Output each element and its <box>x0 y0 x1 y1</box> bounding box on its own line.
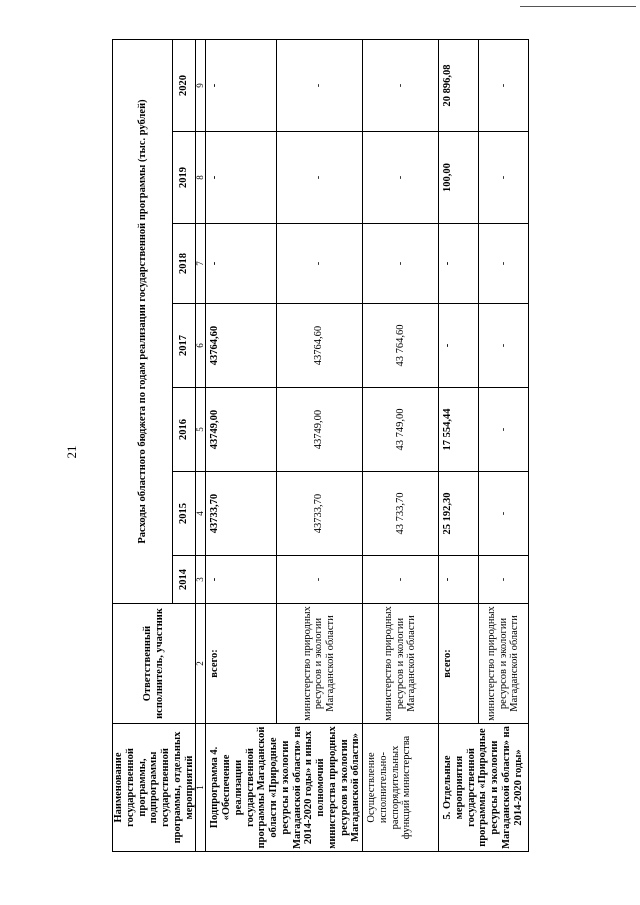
value-cell: 43733,70 <box>206 472 276 556</box>
value-cell: - <box>439 304 479 388</box>
value-cell: 43764,60 <box>206 304 276 388</box>
year-2019: 2019 <box>172 132 195 224</box>
header-responsible: Ответственный исполнитель, участник <box>113 604 196 724</box>
value-cell: - <box>479 39 529 131</box>
value-cell: - <box>206 556 276 604</box>
value-cell: 43764,60 <box>276 304 362 388</box>
value-cell: - <box>206 132 276 224</box>
value-cell: 43 764,60 <box>363 304 439 388</box>
value-cell: - <box>363 132 439 224</box>
value-cell: 43749,00 <box>276 388 362 472</box>
row-name-subprogram4: Подпрограмма 4. «Обеспечение реализации государственной программы Магаданской области «Природные ресурсы и экологии Магаданской области» на 2014-2020 годы» и иных полномочий министерства природных ресурсов и экологии Магаданской области» <box>206 724 363 852</box>
value-cell: - <box>276 39 362 131</box>
value-cell: 20 896,08 <box>439 39 479 131</box>
value-cell: - <box>206 39 276 131</box>
value-cell: 43749,00 <box>206 388 276 472</box>
year-2014: 2014 <box>172 556 195 604</box>
value-cell: - <box>439 224 479 304</box>
value-cell: - <box>439 556 479 604</box>
table-row <box>363 39 439 851</box>
top-rule <box>520 6 636 7</box>
value-cell: 100,00 <box>439 132 479 224</box>
value-cell: - <box>363 556 439 604</box>
resp-cell: всего: <box>206 604 276 724</box>
table-row <box>206 39 276 851</box>
year-2018: 2018 <box>172 224 195 304</box>
page-number: 21 <box>64 445 79 459</box>
col-number: 8 <box>196 132 206 224</box>
col-number: 1 <box>196 724 206 852</box>
row-name-functions: Осуществление исполнительно-распорядительных функций министерства <box>363 724 439 852</box>
header-expenses: Расходы областного бюджета по годам реализации государственной программы (тыс. рублей) <box>113 39 173 603</box>
value-cell: - <box>276 556 362 604</box>
value-cell: - <box>479 556 529 604</box>
value-cell: - <box>363 39 439 131</box>
col-number: 5 <box>196 388 206 472</box>
col-number: 6 <box>196 304 206 388</box>
year-2020: 2020 <box>172 39 195 131</box>
value-cell: - <box>479 132 529 224</box>
year-2015: 2015 <box>172 472 195 556</box>
col-number: 9 <box>196 39 206 131</box>
value-cell: - <box>276 224 362 304</box>
resp-cell: министерство природных ресурсов и экологии Магаданской области <box>363 604 439 724</box>
year-2016: 2016 <box>172 388 195 472</box>
resp-cell: министерство природных ресурсов и экологии Магаданской области <box>479 604 529 724</box>
value-cell: - <box>206 224 276 304</box>
value-cell: - <box>479 472 529 556</box>
value-cell: - <box>479 304 529 388</box>
value-cell: 43733,70 <box>276 472 362 556</box>
value-cell: 43 749,00 <box>363 388 439 472</box>
table-row <box>439 39 479 851</box>
budget-table <box>112 39 529 852</box>
resp-cell: министерство природных ресурсов и экологии Магаданской области <box>276 604 362 724</box>
value-cell: 43 733,70 <box>363 472 439 556</box>
budget-table-rotated <box>112 40 524 852</box>
value-cell: - <box>479 224 529 304</box>
value-cell: - <box>363 224 439 304</box>
col-number: 2 <box>196 604 206 724</box>
header-name: Наименование государственной программы, подпрограммы государственной программы, отдельных мероприятий <box>113 724 196 852</box>
col-number: 7 <box>196 224 206 304</box>
year-2017: 2017 <box>172 304 195 388</box>
resp-cell: всего: <box>439 604 479 724</box>
col-number: 3 <box>196 556 206 604</box>
col-number: 4 <box>196 472 206 556</box>
value-cell: 25 192,30 <box>439 472 479 556</box>
row-name-separate-measures: 5. Отдельные мероприятия государственной программы «Природные ресурсы и экологии Магаданской области» на 2014-2020 годы» <box>439 724 529 852</box>
value-cell: - <box>276 132 362 224</box>
value-cell: - <box>479 388 529 472</box>
value-cell: 17 554,44 <box>439 388 479 472</box>
